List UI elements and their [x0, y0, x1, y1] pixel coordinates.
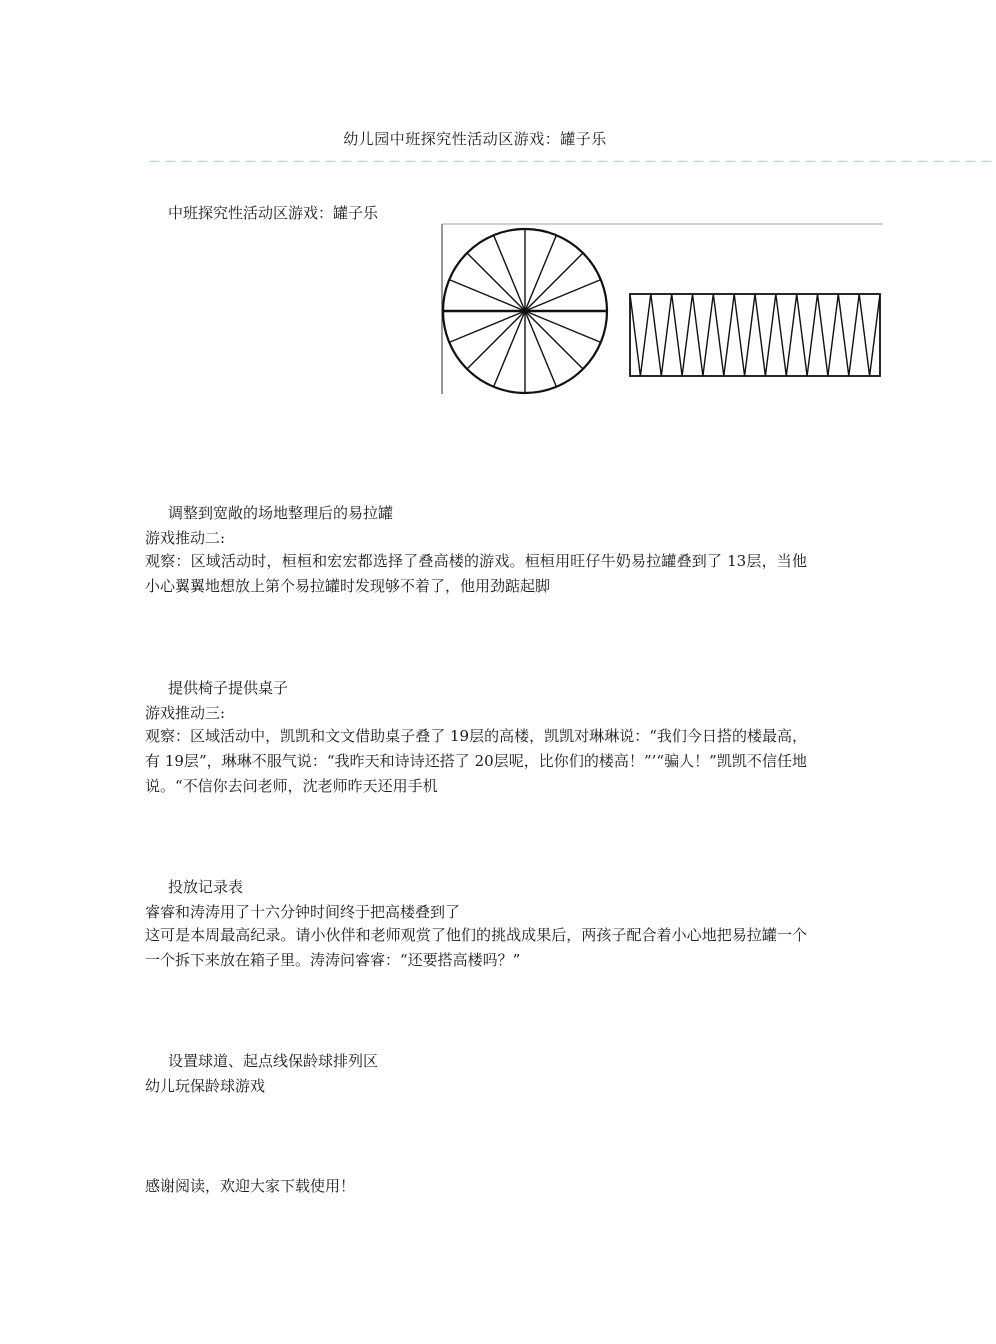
section4-line1: 睿睿和涛涛用了十六分钟时间终于把高楼叠到了	[145, 903, 461, 921]
section5-caption: 设置球道、起点线保龄球排列区	[168, 1052, 379, 1070]
sector-zigzag-path	[630, 294, 880, 376]
intro-title: 中班探究性活动区游戏：罐子乐	[168, 204, 379, 222]
sectored-circle	[443, 229, 607, 393]
header-divider: －－－－－－－－－－－－－－－－－－－－－－－－－－－－－－－－－－－－－－－－－－－－－－－－－－－－－	[148, 155, 996, 170]
circle-sector-rearrangement-figure	[441, 222, 883, 396]
sector-radius-line	[467, 311, 525, 369]
rectangle-outline	[630, 294, 880, 376]
section3-caption: 提供椅子提供桌子	[168, 679, 289, 697]
section2-caption: 调整到宽敞的场地整理后的易拉罐	[168, 504, 394, 522]
rearranged-sectors-rectangle	[630, 294, 880, 376]
section5-line1: 幼儿玩保龄球游戏	[145, 1077, 266, 1095]
section4-body: 这可是本周最高纪录。请小伙伴和老师观赏了他们的挑战成果后，两孩子配合着小心地把易拉罐一个一个拆下来放在箱子里。涛涛问睿睿：“还要搭高楼吗？”	[145, 926, 807, 969]
sector-radius-line	[525, 311, 583, 369]
sector-radius-line	[525, 253, 583, 311]
section2-heading: 游戏推动二:	[145, 529, 226, 547]
section4-caption: 投放记录表	[168, 878, 244, 896]
sector-radius-line	[467, 253, 525, 311]
closing-text: 感谢阅读，欢迎大家下载使用！	[145, 1177, 356, 1195]
section2-body: 观察：区域活动时，桓桓和宏宏都选择了叠高楼的游戏。桓桓用旺仔牛奶易拉罐叠到了 13层，当他小心翼翼地想放上第个易拉罐时发现够不着了，他用劲踮起脚	[145, 552, 807, 595]
section3-body: 观察：区域活动中，凯凯和文文借助桌子叠了 19层的高楼，凯凯对琳琳说：“我们今日搭的楼最高，有 19层”，琳琳不服气说：“我昨天和诗诗还搭了 20层呢，比你们的楼高！”’“骗人！”凯凯不信任地说。“不信你去问老师，沈老师昨天还用手机	[145, 727, 807, 795]
section3-heading: 游戏推动三:	[145, 704, 226, 722]
page-header-title: 幼儿园中班探究性活动区游戏：罐子乐	[343, 130, 607, 148]
